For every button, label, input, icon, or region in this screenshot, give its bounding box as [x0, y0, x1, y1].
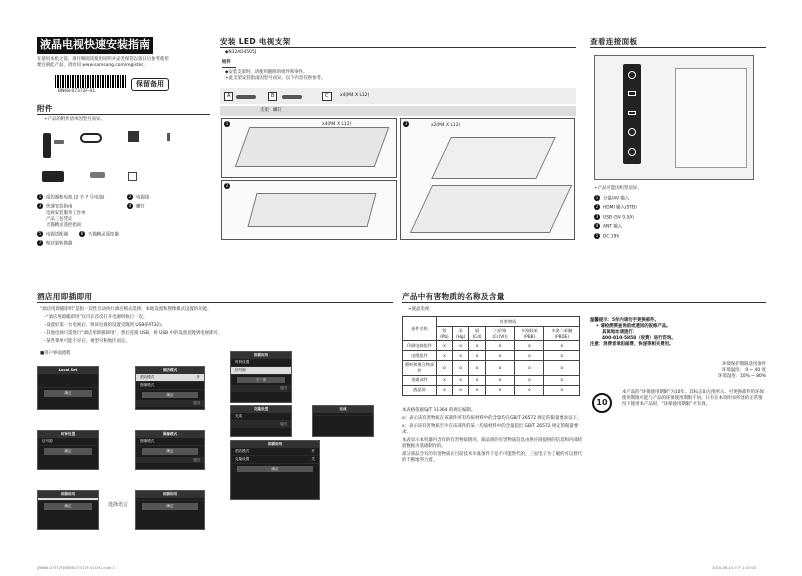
menu-title: 时钟设置 — [38, 431, 98, 438]
step-3-illustration — [400, 118, 575, 240]
accessory-row: 电视安装服务工作单 — [46, 210, 86, 216]
ok-button[interactable]: 确定 — [44, 390, 92, 397]
step-1-badge: 1 — [225, 121, 229, 126]
step-3-badge: 3 — [404, 121, 408, 126]
menu-title: 即插即用 — [38, 491, 98, 498]
done-menu — [312, 405, 374, 437]
menu-row[interactable]: 完成 — [231, 413, 291, 421]
components-label: 组件 — [222, 60, 231, 65]
step-1-illustration — [221, 118, 397, 178]
barcode-text: BN68-07372F-01 — [58, 89, 96, 94]
menu-title: 即插即用 — [136, 491, 204, 498]
hazard-note: 本表格依据SJ/T 11364 的规定编制。 — [402, 408, 476, 413]
port-ring-5 — [628, 148, 636, 156]
language-menu-2 — [135, 490, 205, 530]
col-header: 汞 (Hg) — [452, 327, 469, 341]
contact-line: 400-810-5858（收费）进行咨询。 — [602, 335, 676, 341]
contact-line: 温馨提示：5年内请勿手更换部件。 — [590, 318, 659, 323]
ok-button[interactable]: 确定 — [142, 503, 198, 510]
accessory-row: 天猫精灵遥控指南 — [46, 222, 82, 228]
stand-attach-diagram — [247, 193, 376, 227]
menu-title: 即插即用 — [231, 352, 291, 359]
hotel-intro: “酒店用即插即用”是指一次性自动执行酒店模式选择、本地设置和图像模式设置的功能。 — [40, 307, 212, 312]
port-item: 5 DC 19V — [595, 232, 620, 240]
voice-remote-icon — [90, 172, 105, 178]
ui-flow-label: ■用户界面流程 — [40, 351, 71, 356]
tv-top-diagram — [431, 137, 556, 179]
hotel-step: –其他电视只需进行“酒店用即插即用”，然后连接 USB，将 USB 中的设置克隆到电视即可。 — [44, 330, 223, 336]
panel-rule — [590, 47, 766, 48]
select-language-label: 选择语言 — [108, 502, 129, 508]
accessory-row: 5 电源适配器 6 天猫精灵遥控器 — [38, 230, 119, 238]
part-a-label: A — [224, 92, 233, 101]
picture-menu — [135, 430, 205, 470]
stand-note-2: ➣此支架安装指南因型号而异。以下内容仅供参考。 — [225, 76, 326, 81]
port-item: 1 分量/AV 输入 — [595, 195, 630, 202]
accessory-row: 3 快速安装指南 4 螺钉 — [38, 203, 145, 210]
intro-line-2: 要注册此产品，请访问 www.samsung.com/register。 — [37, 62, 148, 68]
hazard-subtitle: ➣液晶电视 — [408, 307, 430, 312]
port-ring-2 — [628, 91, 636, 96]
page-title: 液晶电视快速安装指南 — [37, 37, 153, 54]
hazard-table — [402, 316, 580, 396]
menu-row[interactable] — [136, 498, 204, 501]
screw-icon — [167, 133, 170, 141]
hazard-note: 本表显示本机器内含有的有害物质情况，部品别的有害物质信息由供应商提供的信息和内部检验数据为基础制作的。 — [402, 437, 583, 449]
intro-line-1: 在使用本机之前，请仔细阅读使用说明并妥善保管以备日后参考使用 — [37, 56, 169, 62]
contact-box — [590, 318, 766, 348]
ok-button[interactable]: 确定 — [142, 448, 198, 455]
col-part: 部件名称 — [403, 317, 437, 341]
menu-row[interactable]: 酒店模式 开 — [231, 448, 319, 456]
menu-footer: 返回 — [136, 457, 204, 464]
page-title-block — [37, 37, 207, 69]
epup-logo-icon — [592, 393, 612, 413]
next-button[interactable]: 下一步 — [237, 377, 285, 384]
contact-line: 注意：消费者承担邮费、快递等相关费用。 — [590, 341, 674, 347]
clock-menu — [37, 430, 99, 470]
table-row: 塑料和聚合物部件 o o o o o o — [403, 361, 580, 375]
tv-back-panel — [594, 55, 754, 180]
port-item: 2 HDMI 输入(STB) — [595, 204, 637, 211]
hotel-mode-menu — [135, 366, 205, 410]
ok-button[interactable]: 确定 — [142, 392, 198, 399]
menu-row[interactable]: 时钟设置 — [231, 359, 291, 367]
menu-title: 图像模式 — [136, 431, 204, 438]
menu-footer: 返回 — [136, 400, 204, 407]
menu-row[interactable]: 克隆设置 关 — [231, 456, 319, 464]
panel-note: ➣产品可能因机型而异。 — [594, 186, 642, 191]
menu-row[interactable] — [38, 498, 98, 501]
part-b-label: B — [268, 92, 277, 101]
contact-line: 具体地址请拨打： — [602, 329, 638, 335]
hazard-note: 部分部品含有的有害物质在目前技术水准条件下是不可能替代的，三星电子为了履约可以替代的不断地努力着。 — [402, 451, 583, 463]
table-row: 电缆组件 x o o o o o — [403, 351, 580, 361]
hotel-steps — [44, 315, 394, 347]
accessory-row: 1 遥控器和电池 (2 节 7 号电池) 2 电源线 — [38, 194, 150, 201]
col-header: 多溴联苯 (PBB) — [515, 327, 544, 341]
plug-play-menu — [230, 351, 292, 403]
col-header: 镉 (Cd) — [469, 327, 485, 341]
footer-file: [BN68-07372F]BN68-07372F-01CH1.indd 1 — [37, 566, 115, 570]
menu-footer: 返回 — [231, 421, 291, 428]
screw-spec: x4(M4 X L12) — [340, 93, 370, 98]
stand-title: 安装 LED 电视支架 — [220, 37, 291, 46]
accessory-row: 7 壁挂架转换器 — [38, 240, 73, 247]
menu-title: 酒店模式 — [136, 367, 204, 374]
part-c-label: C — [322, 92, 332, 101]
menu-row[interactable]: 信号源 — [231, 367, 291, 375]
col-header: 铅 (Pb) — [437, 327, 453, 341]
hazard-notes — [402, 408, 584, 464]
menu-row[interactable] — [38, 374, 98, 388]
ok-button[interactable]: 确定 — [237, 466, 313, 473]
port-item: 4 ANT 输入 — [595, 223, 623, 230]
local-set-menu — [37, 366, 99, 410]
remote-control-icon — [43, 133, 51, 158]
adapter-icon — [42, 171, 64, 182]
menu-row — [313, 413, 373, 416]
power-cord-icon — [80, 133, 102, 143]
ok-button[interactable]: 确定 — [44, 503, 92, 510]
stand-foot-left-icon — [236, 95, 256, 99]
table-row: 印刷电路组件 x o o o o o — [403, 341, 580, 351]
hazard-rule — [402, 302, 766, 303]
menu-title: Local Set — [38, 367, 98, 374]
menu-title: 克隆设置 — [231, 406, 291, 413]
clone-menu — [230, 405, 292, 437]
accessories-title: 附件 — [37, 104, 53, 113]
final-settings-menu — [230, 440, 320, 500]
stand-model: ◆N32AD4505J — [225, 50, 257, 55]
hotel-rule — [37, 302, 393, 303]
tv-rear-outline — [675, 68, 747, 168]
menu-row[interactable]: 图像模式 — [136, 382, 204, 390]
col-group: 有害物质 — [437, 317, 580, 327]
env-title: 环境保护期限适用条件 — [722, 362, 766, 367]
stand-rule — [220, 47, 576, 48]
menu-footer: 返回 — [231, 385, 291, 392]
step-2-illustration — [221, 180, 397, 240]
hotel-step: –设置好第一台电视后，将该电视的设置克隆到 USB(FAT32)。 — [44, 322, 166, 328]
step-2-badge: 2 — [225, 183, 229, 188]
step-3-screw: x2(M4 X L12) — [431, 123, 461, 128]
hotel-title: 酒店用即插即用 — [37, 292, 93, 301]
stand-note-1: ◆安装支架时，请使用随附的组件和零件。 — [225, 70, 308, 75]
menu-row[interactable]: 信号源 — [38, 438, 98, 446]
port-ring-3 — [628, 111, 636, 115]
hotel-step: –“酒店用即插即用”仅可在首次打开电源时执行一次。 — [44, 315, 148, 320]
footer-date: 2016-06-14 오전 1:47:00 — [712, 566, 756, 570]
port-ring-1 — [628, 71, 636, 79]
port-item: 3 USB (5V 0.5A) — [595, 213, 635, 221]
port-list — [594, 195, 637, 240]
hazard-note: x：表示该有害物质至少在该部件的某一均质材料中的含量超出 GB/T 26572 规定的限量要求。 — [402, 423, 579, 435]
guide-book-icon — [128, 131, 139, 142]
components-rule — [222, 67, 236, 68]
batteries-icon — [54, 140, 64, 144]
accessory-row: 产品三包凭证 — [46, 216, 73, 222]
tv-stand-diagram — [235, 127, 390, 167]
env-description: 本产品的“环保使用期限”为10年。其标志如左图所示。可更换部件的环保使用期限可能与产品的环保使用期限不同。只有在本说明书所述的正常情况下使用本产品时，“环保使用期限”才有效。 — [622, 390, 764, 407]
stand-foot-right-icon — [282, 95, 302, 99]
accessories-list — [37, 194, 212, 248]
hazard-title: 产品中有害物质的名称及含量 — [402, 292, 505, 301]
step-1-screw: x4(M4 X L12) — [322, 122, 352, 127]
env-temp: 环境温度： 0 ~ 40 度 — [722, 367, 766, 373]
epup-logo-text: 10 — [596, 398, 608, 407]
ok-button[interactable]: 确定 — [44, 448, 92, 455]
wall-mount-converter-icon — [128, 172, 137, 181]
tv-bottom-diagram — [410, 185, 572, 233]
contact-line: • 请检测要查询前或遗回的报修产品。 — [596, 323, 671, 329]
col-header: 多溴二苯醚 (PBDE) — [544, 327, 580, 341]
table-row: 金属部件 x o o o o o — [403, 375, 580, 385]
menu-title: 完成 — [313, 406, 373, 413]
bracket-label: 支架 — [260, 108, 269, 113]
menu-row[interactable]: 图像模式 — [136, 438, 204, 446]
menu-title: 即插即用 — [231, 441, 319, 448]
hazard-note: o：表示该有害物质在该部件所有均质材料中的含量均在GB/T 26572 规定的限量要求以下。 — [402, 415, 582, 421]
screw-label: 螺钉 — [273, 108, 282, 113]
accessories-subtitle: ➣产品的附件清单因型号而异。 — [44, 117, 105, 122]
port-ring-4 — [628, 128, 636, 136]
env-conditions — [680, 362, 766, 380]
col-header: 六价铬 (Cr(VI)) — [485, 327, 515, 341]
language-menu-1 — [37, 490, 99, 530]
hotel-step: –某些菜单可能不存在，视型号和地区而定。 — [44, 338, 130, 344]
env-humid: 环境湿度：10% ~ 80% — [718, 373, 766, 379]
table-row: 液晶屏 x o o o o o — [403, 385, 580, 395]
accessories-rule — [37, 114, 210, 115]
menu-row[interactable]: 酒店模式 开 — [136, 374, 204, 382]
barcode — [55, 75, 127, 88]
panel-title: 查看连接面板 — [590, 37, 638, 46]
keep-label: 保留备用 — [131, 78, 169, 91]
